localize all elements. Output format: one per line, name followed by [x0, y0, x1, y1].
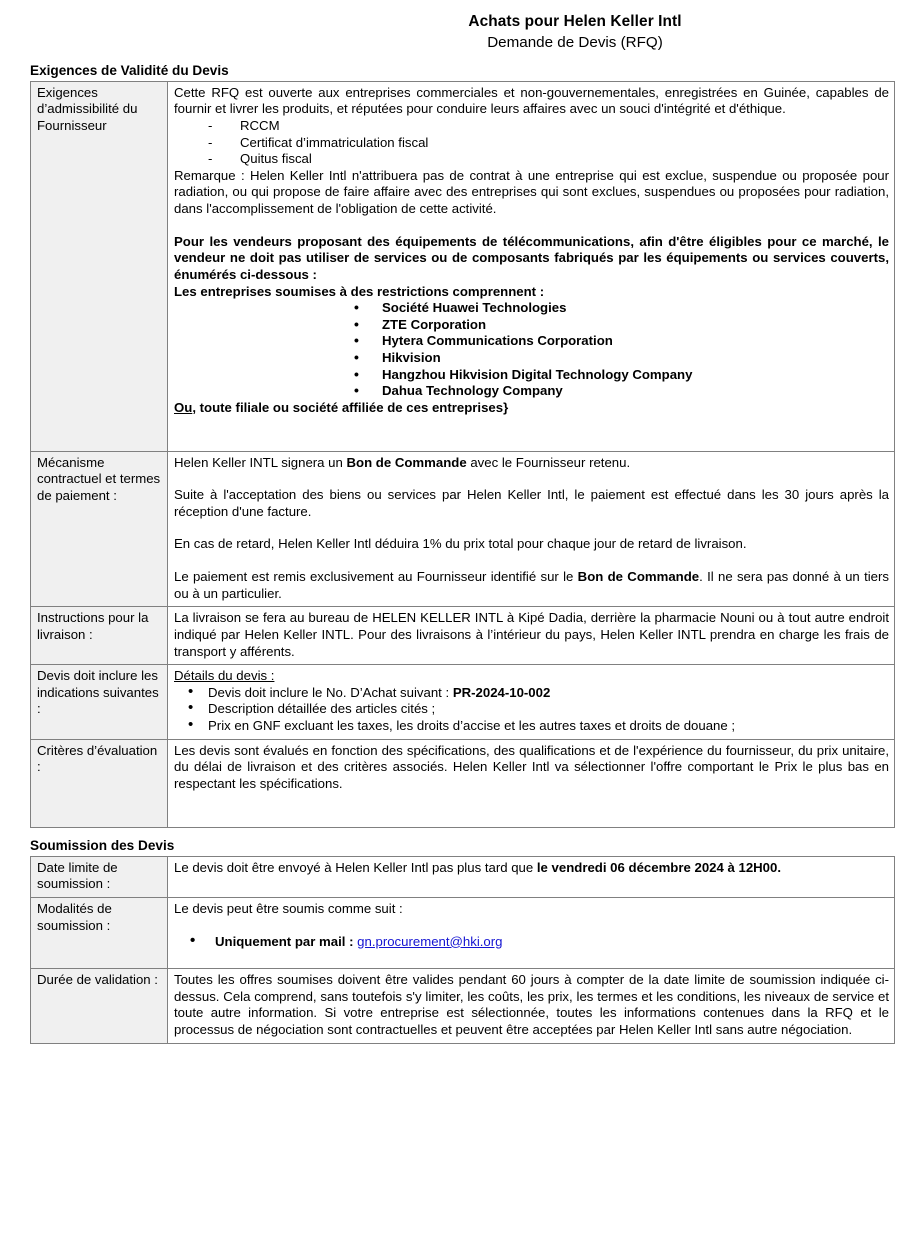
- submission-method-list: [174, 934, 889, 951]
- contract-p4-c: . Il ne sera pas donné à un tiers ou à un particulier.: [174, 569, 889, 601]
- paragraph-spacer: [174, 950, 889, 964]
- paragraph-spacer: [174, 809, 889, 823]
- paragraph-spacer: [174, 553, 889, 569]
- table-row: [31, 856, 895, 897]
- paragraph-spacer: [174, 417, 889, 433]
- section-heading-validity: Exigences de Validité du Devis: [30, 62, 229, 78]
- row-label-evaluation-criteria: Critères d’évaluation :: [31, 739, 168, 827]
- paragraph-spacer: [174, 876, 889, 890]
- contract-p1-bold: Bon de Commande: [346, 454, 467, 470]
- contract-paragraph-3: En cas de retard, Helen Keller Intl déduira 1% du prix total pour chaque jour de retard de livraison.: [174, 536, 747, 552]
- eligibility-intro: Cette RFQ est ouverte aux entreprises commerciales et non-gouvernementales, enregistrées en Guinée, capables de fournir et livrer les produits, et réputées pour conduire leurs affaires avec un souci d'intégrité et d'éthique.: [174, 84, 889, 117]
- delivery-instructions-text: La livraison se fera au bureau de HELEN KELLER INTL à Kipé Dadia, derrière la pharmacie Nouni ou à tout autre endroit indiqué par Helen Keller INTL. Pour des livraisons à l’intérieur du pays, Helen Keller INTL prendra en charge les frais de transport y afférents.: [174, 610, 889, 659]
- list-item: • ZTE Corporation: [354, 317, 889, 334]
- row-label-deadline: Date limite de soumission :: [31, 856, 168, 897]
- section-heading-submission: Soumission des Devis: [30, 837, 175, 853]
- paragraph-spacer: [174, 793, 889, 809]
- list-item: • Hangzhou Hikvision Digital Technology Company: [354, 367, 889, 384]
- list-item: • Hytera Communications Corporation: [354, 333, 889, 350]
- restricted-companies-lead: Les entreprises soumises à des restrictions comprennent :: [174, 283, 545, 299]
- submission-email-label: Uniquement par mail :: [215, 933, 358, 949]
- row-content-quote-requirements: [168, 665, 895, 740]
- list-item: [188, 701, 889, 718]
- paragraph-spacer: [174, 218, 889, 234]
- affiliates-clause-prefix: Ou: [174, 399, 193, 415]
- list-item: - Certificat d’immatriculation fiscal: [208, 135, 889, 152]
- affiliates-clause-rest: , toute filiale ou société affiliée de ces entreprises}: [192, 399, 509, 415]
- validity-duration-text: Toutes les offres soumises doivent être valides pendant 60 jours à compter de la date limite de soumission indiquée ci-dessus. Cela comprend, sans toutefois s'y limiter, les coûts, les prix, les termes et les conditions, les niveaux de service et toute autre information. Si votre entreprise est sélectionnée, toutes les informations contenues dans la RFQ et le processus de négociation sont contractuelles et peuvent être acceptées par Helen Keller Intl sans autre négociation.: [174, 972, 889, 1038]
- table-row: [31, 897, 895, 968]
- row-content-validity-duration: [168, 969, 895, 1044]
- contract-paragraph-4: [174, 569, 889, 602]
- submission-method-intro: Le devis peut être soumis comme suit :: [174, 900, 403, 916]
- quote-item-2-text: Prix en GNF excluant les taxes, les droits d’accise et les autres taxes et droits de douane ;: [208, 718, 736, 734]
- contract-p4-a: Le paiement est remis exclusivement au Fournisseur identifié sur le: [174, 569, 578, 585]
- list-item: [188, 718, 889, 735]
- paragraph-spacer: [174, 520, 889, 536]
- row-label-contract-mechanism: Mécanisme contractuel et termes de paiement :: [31, 451, 168, 607]
- contract-p1-a: Helen Keller INTL signera un: [174, 454, 347, 470]
- row-label-eligibility: Exigences d’admissibilité du Fournisseur: [31, 81, 168, 451]
- row-label-quote-requirements: Devis doit inclure les indications suivantes :: [31, 665, 168, 740]
- row-content-evaluation-criteria: [168, 739, 895, 827]
- submission-table: [30, 856, 895, 1044]
- submission-email-link[interactable]: gn.procurement@hki.org: [357, 933, 503, 949]
- table-row: [31, 81, 895, 451]
- contract-p4-bold: Bon de Commande: [577, 569, 700, 585]
- eligibility-remark: Remarque : Helen Keller Intl n'attribuera pas de contrat à une entreprise qui est exclue, suspendue ou proposée pour radiation, ou qui propose de faire affaire avec des entreprises qui sont exclues, suspendues ou proposées pour radiation, dans l'accomplissement de l'obligation de cette activité.: [174, 167, 889, 217]
- table-row: [31, 451, 895, 607]
- list-item: • Hikvision: [354, 350, 889, 367]
- page-subtitle: Demande de Devis (RFQ): [487, 34, 663, 52]
- deadline-text: [174, 860, 889, 877]
- table-row: [31, 607, 895, 665]
- row-content-delivery-instructions: [168, 607, 895, 665]
- eligibility-document-list: [174, 118, 889, 168]
- paragraph-spacer: [174, 471, 889, 487]
- row-label-validity-duration: Durée de validation :: [31, 969, 168, 1044]
- list-item: • Société Huawei Technologies: [354, 300, 889, 317]
- quote-item-1-text: Description détaillée des articles cités ;: [208, 701, 436, 717]
- page-title: Achats pour Helen Keller Intl: [468, 13, 682, 30]
- evaluation-criteria-text: Les devis sont évalués en fonction des spécifications, des qualifications et de l'expérience du fournisseur, du prix unitaire, du délai de livraison et des critères associés. Helen Keller Intl va sélectionner l'offre comportant le Prix le plus bas en respectant les spécifications.: [174, 742, 889, 791]
- deadline-text-a: Le devis doit être envoyé à Helen Keller Intl pas plus tard que: [174, 859, 537, 875]
- list-item: • Dahua Technology Company: [354, 383, 889, 400]
- paragraph-spacer: [174, 918, 889, 934]
- contract-p1-c: avec le Fournisseur retenu.: [466, 454, 631, 470]
- affiliates-clause: [174, 400, 889, 417]
- document-header: [20, 0, 880, 53]
- quote-item-0-text: Devis doit inclure le No. D’Achat suivant :: [208, 684, 453, 700]
- row-label-delivery-instructions: Instructions pour la livraison :: [31, 607, 168, 665]
- restricted-companies-list: [174, 300, 889, 400]
- list-item: [190, 934, 889, 951]
- quote-details-subheading: Détails du devis :: [174, 668, 275, 684]
- contract-paragraph-1: [174, 455, 889, 472]
- table-row: [31, 739, 895, 827]
- row-content-submission-method: [168, 897, 895, 968]
- quote-requirements-list: [174, 685, 889, 735]
- list-item: [188, 685, 889, 702]
- deadline-datetime: le vendredi 06 décembre 2024 à 12H00.: [536, 859, 782, 875]
- paragraph-spacer: [174, 433, 889, 447]
- row-content-deadline: [168, 856, 895, 897]
- list-item: - Quitus fiscal: [208, 151, 889, 168]
- row-label-submission-method: Modalités de soumission :: [31, 897, 168, 968]
- table-row: [31, 969, 895, 1044]
- contract-paragraph-2: Suite à l'acceptation des biens ou services par Helen Keller Intl, le paiement est effectué dans les 30 jours après la réception d'une facture.: [174, 487, 889, 519]
- row-content-eligibility: [168, 81, 895, 451]
- row-content-contract-mechanism: [168, 451, 895, 607]
- table-row: [31, 665, 895, 740]
- validity-requirements-table: [30, 81, 895, 828]
- telecom-restriction-paragraph: Pour les vendeurs proposant des équipements de télécommunications, afin d'être éligibles pour ce marché, le vendeur ne doit pas utiliser de services ou de composants fabriqués par les équipements ou services couverts, énumérés ci-dessous :: [174, 233, 889, 282]
- purchase-order-number: PR-2024-10-002: [452, 684, 551, 700]
- list-item: - RCCM: [208, 118, 889, 135]
